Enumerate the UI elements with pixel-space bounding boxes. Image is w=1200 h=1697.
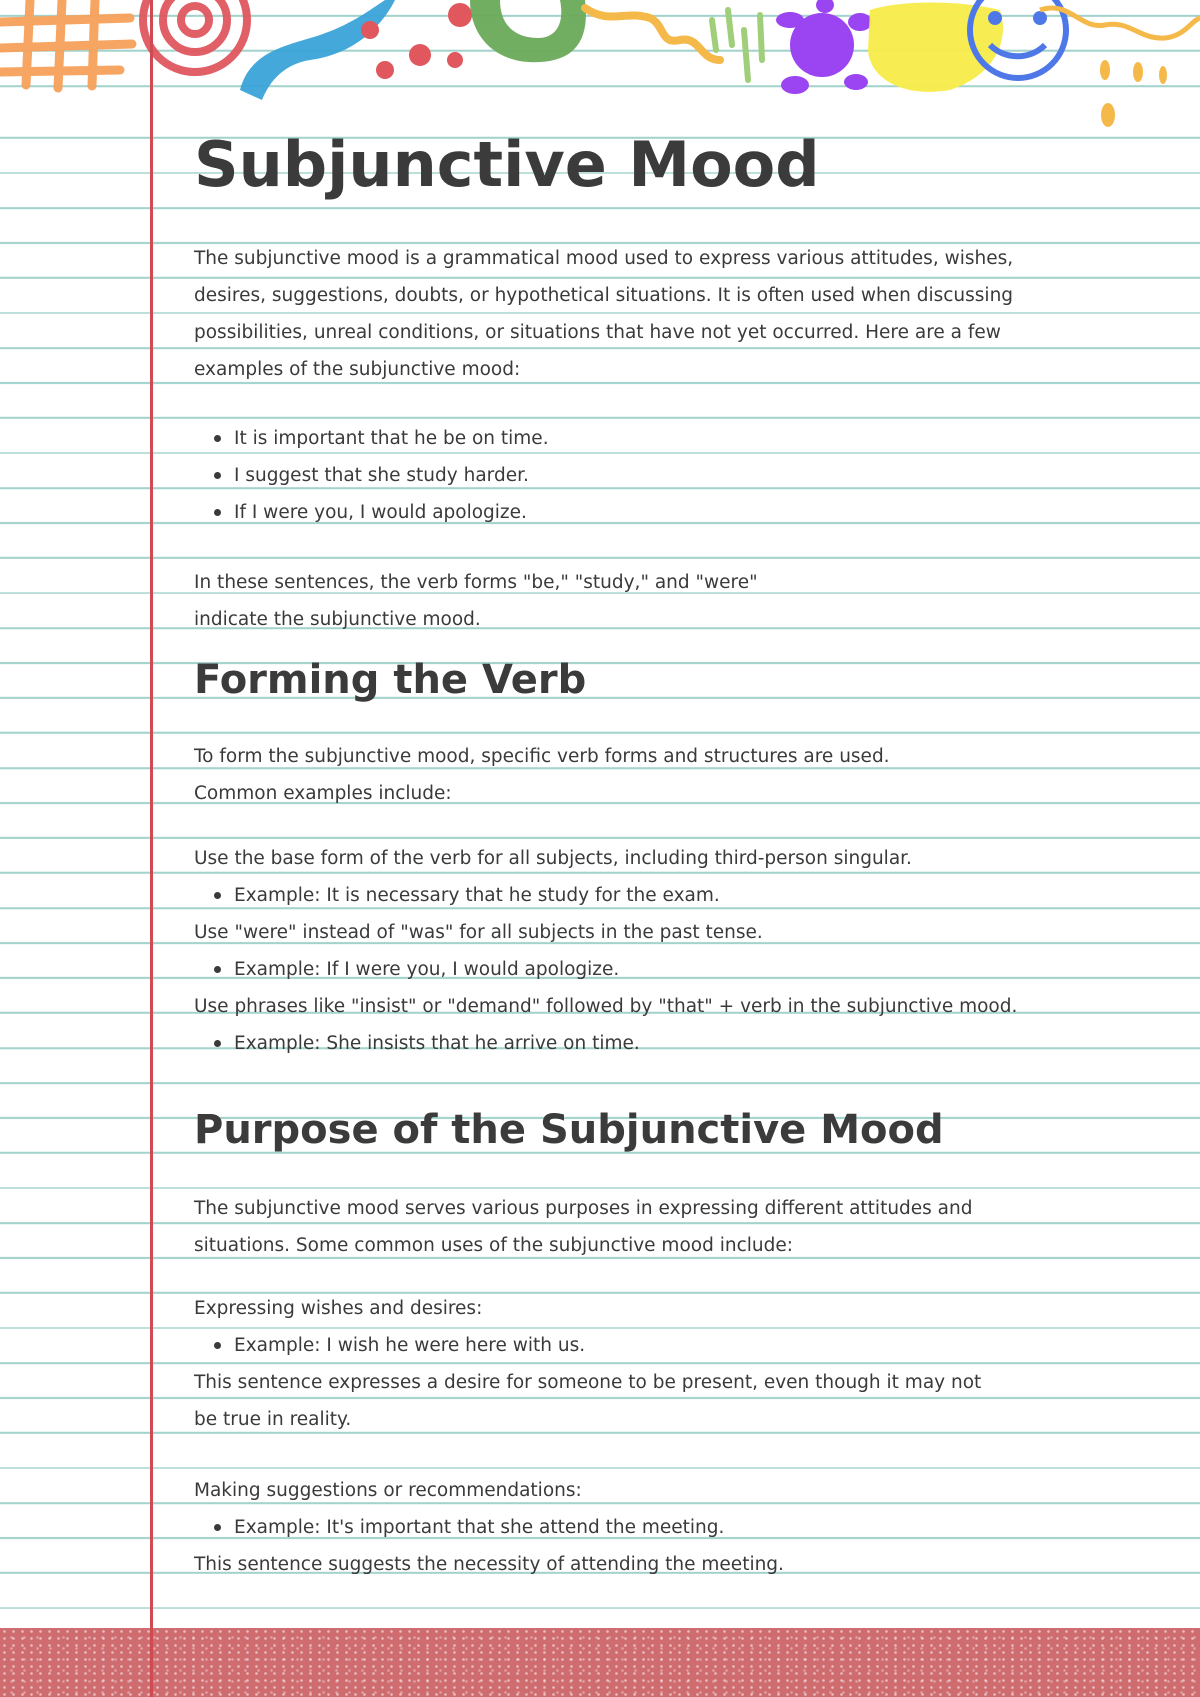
yellow-blob-doodle	[868, 3, 1003, 92]
rule-example-list	[194, 877, 720, 914]
use-explanation: This sentence suggests the necessity of attending the meeting.	[194, 1554, 784, 1575]
intro-examples-list	[194, 420, 549, 531]
crayon-doodle-border	[0, 0, 1200, 130]
use-label: Making suggestions or recommendations:	[194, 1480, 582, 1501]
notebook-margin-line	[150, 0, 153, 1697]
orange-drops-doodle	[1100, 60, 1167, 127]
use-example-list	[194, 1327, 585, 1364]
list-item: If I were you, I would apologize.	[194, 494, 549, 531]
list-item: Example: I wish he were here with us.	[194, 1327, 585, 1364]
list-item: It is important that he be on time.	[194, 420, 549, 457]
page-title: Subjunctive Mood	[194, 128, 820, 201]
textured-footer-band	[0, 1628, 1200, 1697]
rule-text: Use phrases like "insist" or "demand" followed by "that" + verb in the subjunctive mood.	[194, 996, 1018, 1017]
orange-hatch-doodle	[0, 0, 132, 88]
list-item: Example: If I were you, I would apologize.	[194, 951, 619, 988]
section-heading-purpose: Purpose of the Subjunctive Mood	[194, 1107, 944, 1153]
section-heading-forming: Forming the Verb	[194, 657, 587, 703]
intro-paragraph: The subjunctive mood is a grammatical mood used to express various attitudes, wishes, desires, suggestions, doubts, or hypothetical situations. It is often used when discussing possibilities, unreal conditions, or situations that have not yet occurred. Here are a few examples of the subjunctive mood:	[194, 248, 1014, 380]
rule-text: Use the base form of the verb for all subjects, including third-person singular.	[194, 848, 912, 869]
green-hook-doodle	[470, 0, 586, 62]
list-item: Example: She insists that he arrive on time.	[194, 1025, 640, 1062]
intro-conclusion: In these sentences, the verb forms "be," "study," and "were" indicate the subjunctive mood.	[194, 572, 758, 630]
rule-example-list	[194, 1025, 640, 1062]
list-item: Example: It's important that she attend the meeting.	[194, 1509, 724, 1546]
purpose-intro: The subjunctive mood serves various purposes in expressing different attitudes and situations. Some common uses of the subjunctive mood include:	[194, 1198, 973, 1256]
use-explanation: This sentence expresses a desire for someone to be present, even though it may not be true in reality.	[194, 1372, 982, 1430]
orange-squiggle-doodle	[585, 8, 720, 60]
blue-brush-doodle	[240, 0, 395, 100]
green-dashes-doodle	[712, 10, 762, 80]
forming-intro: To form the subjunctive mood, specific verb forms and structures are used. Common examples include:	[194, 746, 890, 804]
list-item: I suggest that she study harder.	[194, 457, 549, 494]
rule-text: Use "were" instead of "was" for all subjects in the past tense.	[194, 922, 763, 943]
list-item: Example: It is necessary that he study for the exam.	[194, 877, 720, 914]
use-example-list	[194, 1509, 724, 1546]
red-spiral-doodle	[143, 0, 247, 72]
use-label: Expressing wishes and desires:	[194, 1298, 483, 1319]
rule-example-list	[194, 951, 619, 988]
purple-splat-doodle	[776, 0, 872, 94]
